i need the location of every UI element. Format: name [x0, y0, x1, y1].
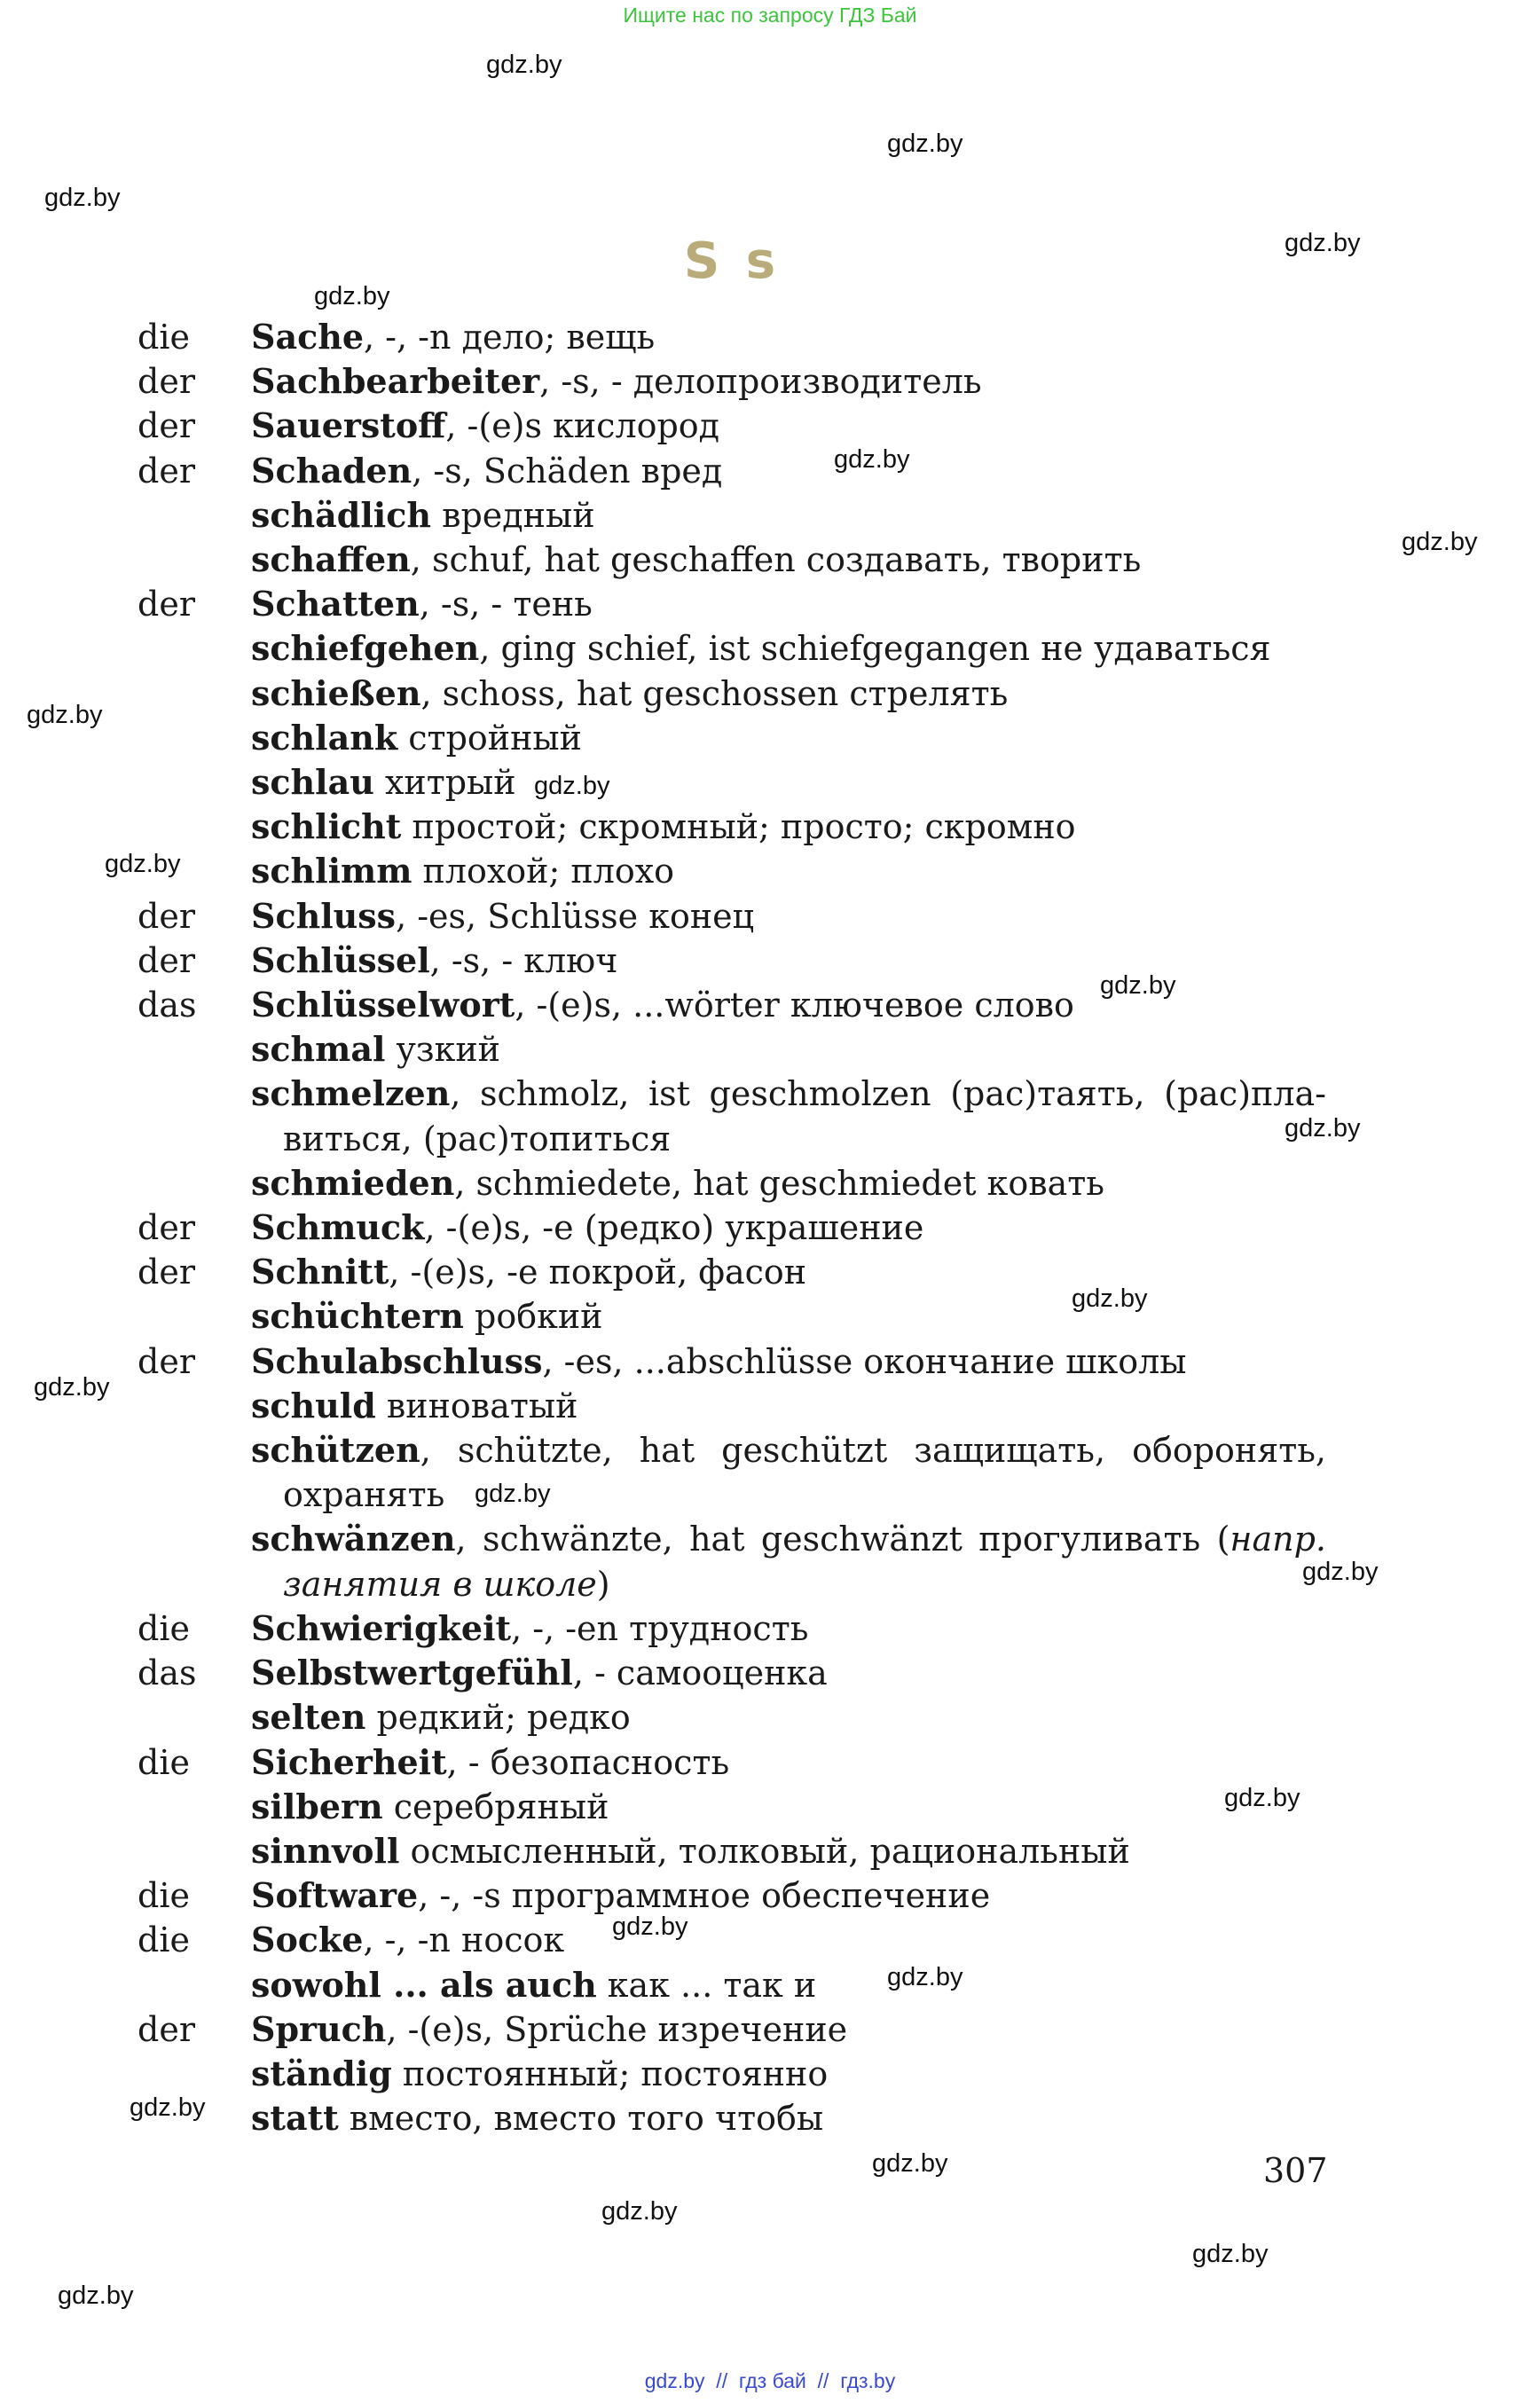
watermark: gdz.by: [34, 1373, 110, 1402]
dictionary-entry: [138, 983, 1326, 1027]
dictionary-entry: [138, 1873, 1326, 1918]
headword: selten: [251, 1697, 366, 1738]
dictionary-entry: [138, 1651, 1326, 1695]
headword: Sicherheit: [251, 1741, 447, 1782]
article: [138, 1072, 251, 1160]
headword: Schaden: [251, 450, 412, 491]
definition: , -es, ...abschlüsse окончание школы: [542, 1341, 1187, 1381]
watermark: gdz.by: [1285, 1114, 1361, 1143]
dictionary-entry: [138, 671, 1326, 716]
watermark: gdz.by: [58, 2281, 134, 2310]
dictionary-entry: [138, 1384, 1326, 1428]
headword: Schwierigkeit: [251, 1607, 512, 1648]
definition: , -s, - тень: [419, 585, 593, 624]
dictionary-entry: [138, 582, 1326, 626]
watermark: gdz.by: [105, 850, 181, 878]
headword: schlicht: [251, 806, 402, 847]
watermark: gdz.by: [1072, 1284, 1148, 1313]
article: [138, 538, 251, 582]
article: [138, 760, 251, 805]
definition: , schoss, hat geschossen стрелять: [420, 673, 1009, 713]
definition: , schwänzte, hat geschwänzt прогуливать (: [455, 1520, 1230, 1559]
definition-end: ): [596, 1564, 610, 1604]
headword: statt: [251, 2098, 339, 2139]
dictionary-entry: [138, 1072, 1326, 1160]
dictionary-entry: [138, 849, 1326, 893]
headword: Schnitt: [251, 1252, 389, 1292]
headword: Sachbearbeiter: [251, 361, 540, 402]
headword: schießen: [251, 672, 421, 713]
headword: sinnvoll: [251, 1830, 400, 1871]
definition: робкий: [463, 1297, 603, 1337]
watermark: gdz.by: [1402, 528, 1478, 556]
section-letter: S s: [683, 232, 781, 290]
headword: Software: [251, 1875, 419, 1916]
headword: Schluss: [251, 895, 397, 936]
headword: schaffen: [251, 539, 411, 580]
watermark: gdz.by: [887, 130, 963, 158]
dictionary-entry: [138, 493, 1326, 538]
article: [138, 2052, 251, 2096]
headword: schmal: [251, 1029, 386, 1070]
article: das: [138, 1653, 197, 1693]
article: [138, 493, 251, 538]
headword: Sauerstoff: [251, 405, 446, 446]
dictionary-entry: [138, 1294, 1326, 1339]
dictionary-entry: [138, 359, 1326, 404]
definition: , schuf, hat geschaffen создавать, творить: [410, 540, 1142, 580]
headword: ständig: [251, 2053, 392, 2093]
definition: вредный: [431, 495, 595, 535]
article: [138, 1785, 251, 1829]
article: [138, 1829, 251, 1873]
footer-links[interactable]: gdz.by // гдз бай // гдз.by: [644, 2369, 896, 2392]
article: der: [138, 1341, 195, 1381]
definition: серебряный: [382, 1787, 609, 1826]
watermark: gdz.by: [44, 184, 121, 212]
article: [138, 1695, 251, 1739]
article: [138, 1161, 251, 1205]
article: [138, 1294, 251, 1339]
dictionary-entry: [138, 1695, 1326, 1739]
dictionary-entries: [138, 315, 1326, 2140]
definition: узкий: [385, 1030, 501, 1070]
headword: schlau: [251, 762, 374, 803]
article: die: [138, 1742, 190, 1782]
dictionary-entry: [138, 1428, 1326, 1517]
headword: schiefgehen: [251, 628, 480, 669]
watermark: gdz.by: [486, 51, 562, 79]
dictionary-entry: [138, 1963, 1326, 2007]
article: die: [138, 1608, 190, 1648]
dictionary-entry: [138, 1785, 1326, 1829]
article: der: [138, 451, 195, 491]
headword: Schmuck: [251, 1207, 425, 1248]
headword: Sache: [251, 317, 365, 357]
page-number: 307: [1263, 2151, 1328, 2190]
definition: , -(e)s, -e (редко) украшение: [424, 1208, 924, 1248]
watermark: gdz.by: [534, 772, 610, 800]
headword: Schulabschluss: [251, 1340, 543, 1381]
headword: schmelzen: [251, 1073, 451, 1114]
watermark: gdz.by: [887, 1963, 963, 1991]
definition: хитрый: [373, 763, 516, 803]
article: der: [138, 362, 195, 402]
headword: Schlüssel: [251, 939, 430, 980]
dictionary-entry: [138, 1161, 1326, 1205]
dictionary-entry: [138, 626, 1326, 671]
article: [138, 2096, 251, 2140]
dictionary-entry: [138, 404, 1326, 448]
article: der: [138, 1253, 195, 1292]
article: der: [138, 896, 195, 936]
top-banner[interactable]: Ищите нас по запросу ГДЗ Бай: [623, 4, 917, 27]
article: der: [138, 1208, 195, 1248]
headword: schüchtern: [251, 1296, 464, 1337]
headword: schlimm: [251, 851, 412, 891]
watermark: gdz.by: [1192, 2240, 1269, 2268]
article: [138, 1384, 251, 1428]
article: das: [138, 986, 197, 1025]
watermark: gdz.by: [872, 2149, 948, 2178]
dictionary-entry: [138, 2007, 1326, 2052]
article: die: [138, 1876, 190, 1916]
watermark: gdz.by: [612, 1912, 688, 1941]
definition: простой; скромный; просто; скромно: [401, 807, 1076, 847]
dictionary-entry: [138, 1027, 1326, 1072]
watermark: gdz.by: [1100, 971, 1176, 1000]
definition: постоянный; постоянно: [391, 2054, 829, 2093]
article: [138, 1963, 251, 2007]
headword: schwänzen: [251, 1519, 456, 1559]
definition: , schmiedete, hat geschmiedet ковать: [454, 1163, 1104, 1203]
definition: осмысленный, толковый, рациональный: [399, 1831, 1130, 1871]
headword: Socke: [251, 1920, 364, 1960]
headword: sowohl ... als auch: [251, 1964, 597, 2005]
dictionary-entry: [138, 2096, 1326, 2140]
dictionary-entry: [138, 538, 1326, 582]
article: [138, 716, 251, 760]
definition: , -(e)s, Sprüche изречение: [386, 2009, 848, 2049]
definition: , schützte, hat geschützt защищать, оборонять, охранять: [283, 1431, 1326, 1515]
definition: вместо, вместо того чтобы: [338, 2099, 824, 2139]
article: [138, 1428, 251, 1517]
article: der: [138, 585, 195, 624]
definition: , - самооценка: [572, 1653, 828, 1693]
definition: плохой; плохо: [412, 852, 675, 891]
watermark: gdz.by: [27, 701, 103, 729]
definition: , -, -n носок: [363, 1920, 565, 1960]
dictionary-entry: [138, 315, 1326, 359]
article: [138, 1517, 251, 1606]
article: der: [138, 940, 195, 980]
dictionary-entry: [138, 1517, 1326, 1606]
headword: Selbstwertgefühl: [251, 1653, 573, 1693]
watermark: gdz.by: [475, 1480, 551, 1508]
definition: виноватый: [375, 1386, 578, 1425]
headword: Spruch: [251, 2008, 387, 2049]
article: die: [138, 318, 190, 357]
watermark: gdz.by: [834, 445, 910, 474]
watermark: gdz.by: [130, 2093, 206, 2122]
definition: , -(e)s кислород: [445, 406, 720, 446]
definition: , -s, - ключ: [429, 940, 618, 980]
headword: Schlüsselwort: [251, 985, 515, 1025]
dictionary-entry: [138, 894, 1326, 938]
dictionary-entry: [138, 716, 1326, 760]
dictionary-entry: [138, 2052, 1326, 2096]
article: die: [138, 1920, 190, 1960]
headword: schädlich: [251, 494, 431, 535]
dictionary-entry: [138, 1918, 1326, 1962]
article: [138, 671, 251, 716]
dictionary-entry: [138, 1250, 1326, 1294]
watermark: gdz.by: [1224, 1784, 1300, 1812]
definition: , -, -n дело; вещь: [364, 318, 656, 357]
watermark: gdz.by: [1285, 229, 1361, 257]
dictionary-entry: [138, 1829, 1326, 1873]
definition: , ging schief, ist schiefgegangen не удаваться: [479, 629, 1271, 669]
watermark: gdz.by: [314, 282, 390, 310]
headword: Schatten: [251, 584, 420, 624]
definition: , -s, - делопроизводитель: [539, 362, 982, 402]
dictionary-entry: [138, 760, 1326, 805]
definition: , -, -en трудность: [511, 1608, 809, 1648]
definition: как ... так и: [596, 1965, 817, 2005]
headword: silbern: [251, 1786, 383, 1826]
definition: , -(e)s, -e покрой, фасон: [389, 1253, 807, 1292]
headword: schmieden: [251, 1162, 455, 1203]
italic-note: напр. занятия в школе: [283, 1520, 1326, 1604]
article: [138, 805, 251, 849]
dictionary-entry: [138, 449, 1326, 493]
dictionary-entry: [138, 1606, 1326, 1651]
definition: , - безопасность: [446, 1742, 730, 1782]
dictionary-entry: [138, 805, 1326, 849]
watermark: gdz.by: [601, 2197, 678, 2226]
dictionary-entry: [138, 1740, 1326, 1785]
definition: редкий; редко: [365, 1698, 631, 1738]
article: [138, 849, 251, 893]
article: [138, 626, 251, 671]
dictionary-entry: [138, 1205, 1326, 1250]
article: der: [138, 2009, 195, 2049]
article: der: [138, 406, 195, 446]
definition: , -(e)s, ...wörter ключевое слово: [515, 986, 1074, 1025]
definition: , schmolz, ist geschmolzen (рас)таять, (рас)пла-виться, (рас)топиться: [283, 1074, 1326, 1158]
article: [138, 1027, 251, 1072]
definition: , -s, Schäden вред: [412, 451, 723, 491]
headword: schlank: [251, 717, 398, 758]
headword: schützen: [251, 1430, 420, 1471]
definition: , -es, Schlüsse конец: [396, 896, 755, 936]
definition: , -, -s программное обеспечение: [418, 1876, 991, 1916]
definition: стройный: [397, 718, 582, 758]
dictionary-entry: [138, 1339, 1326, 1384]
headword: schuld: [251, 1385, 376, 1425]
watermark: gdz.by: [1302, 1558, 1379, 1586]
dictionary-entry: [138, 938, 1326, 983]
